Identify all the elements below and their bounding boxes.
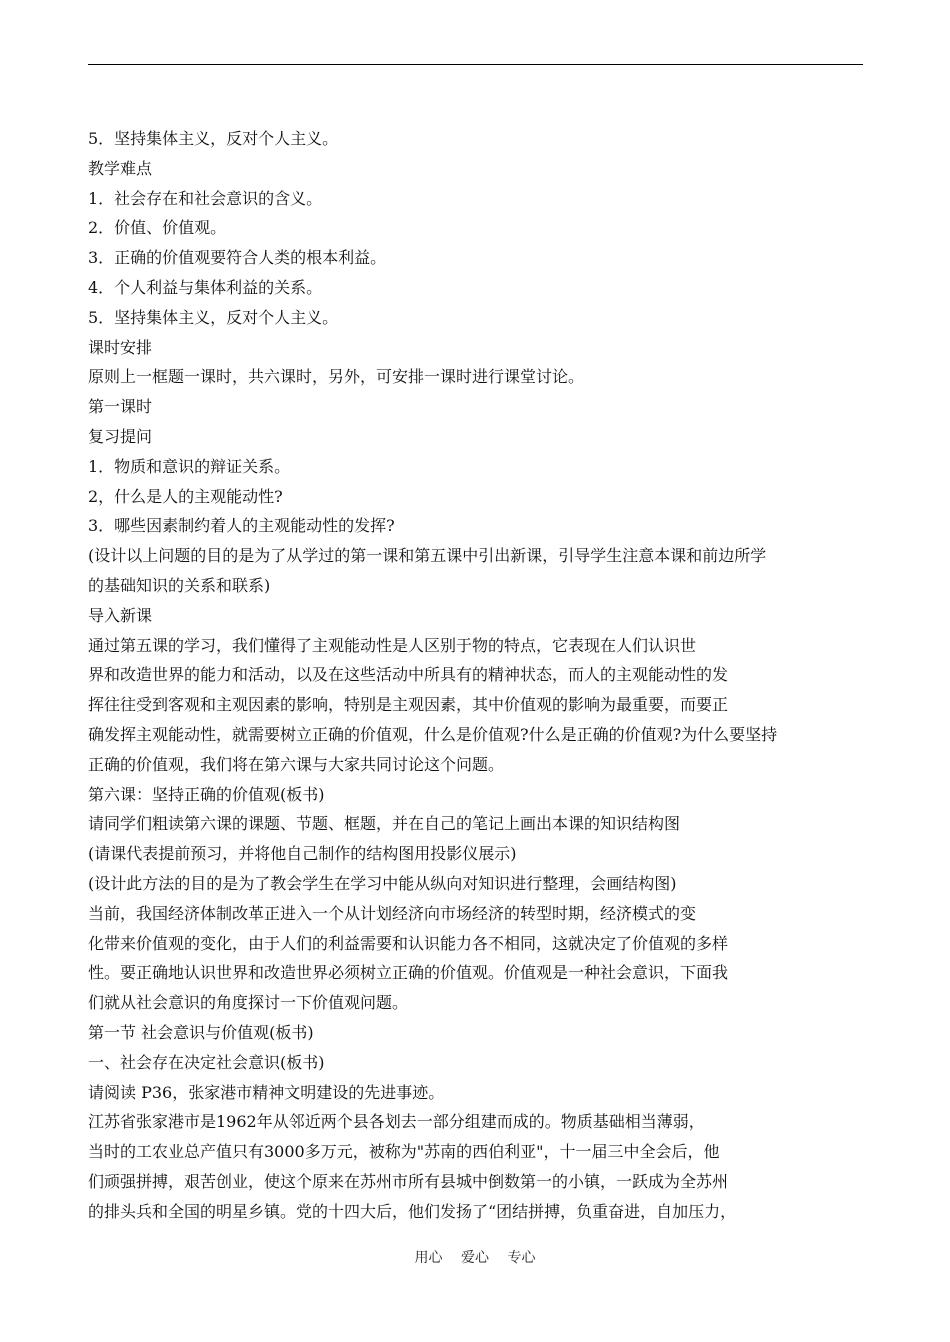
text-line: 性。要正确地认识世界和改造世界必须树立正确的价值观。价值观是一种社会意识，下面我 [88,963,729,983]
text-line: 5．坚持集体主义，反对个人主义。 [88,307,339,327]
header-rule [88,64,863,65]
text-line: 界和改造世界的能力和活动，以及在这些活动中所具有的精神状态，而人的主观能动性的发 [88,665,729,685]
text-line: 请同学们粗读第六课的课题、节题、框题，并在自己的笔记上画出本课的知识结构图 [88,814,681,834]
text-line: 3．哪些因素制约着人的主观能动性的发挥? [88,516,395,536]
text-line: 1．物质和意识的辩证关系。 [88,456,291,476]
document-body [88,124,868,1226]
text-line: 挥往往受到客观和主观因素的影响，特别是主观因素，其中价值观的影响为最重要，而要正 [88,695,729,715]
text-line: 原则上一框题一课时，共六课时，另外，可安排一课时进行课堂讨论。 [88,367,585,387]
footer-word: 用心 [414,1250,443,1266]
text-line: (设计以上问题的目的是为了从学过的第一课和第五课中引出新课，引导学生注意本课和前边所学 [88,546,767,566]
text-line: 确发挥主观能动性，就需要树立正确的价值观，什么是价值观?什么是正确的价值观?为什么要坚持 [88,724,778,744]
text-line: (设计此方法的目的是为了教会学生在学习中能从纵向对知识进行整理，会画结构图) [88,873,677,893]
text-line: 当时的工农业总产值只有3000多万元，被称为"苏南的西伯利亚"，十一届三中全会后，他 [88,1142,720,1162]
text-line: 2．价值、价值观。 [88,218,227,238]
text-line: 江苏省张家港市是1962年从邻近两个县各划去一部分组建而成的。物质基础相当薄弱， [88,1112,705,1132]
section-heading: 导入新课 [88,605,153,625]
footer-word: 爱心 [461,1250,489,1266]
text-line: 的排头兵和全国的明星乡镇。党的十四大后，他们发扬了“团结拼搏，负重奋进，自加压力， [88,1201,737,1221]
text-line: 化带来价值观的变化，由于人们的利益需要和认识能力各不相同，这就决定了价值观的多样 [88,933,729,953]
section-heading: 一、社会存在决定社会意识(板书) [88,1052,325,1072]
section-heading: 第六课：坚持正确的价值观(板书) [88,784,325,804]
page-footer [0,1247,950,1267]
section-heading: 复习提问 [88,426,153,446]
footer-word: 专心 [507,1250,536,1266]
section-heading: 第一课时 [88,397,153,417]
text-line: 1．社会存在和社会意识的含义。 [88,188,323,208]
text-line: 们顽强拼搏，艰苦创业，使这个原来在苏州市所有县城中倒数第一的小镇，一跃成为全苏州 [88,1171,729,1191]
text-line: 通过第五课的学习，我们懂得了主观能动性是人区别于物的特点，它表现在人们认识世 [88,635,697,655]
text-line: 5．坚持集体主义，反对个人主义。 [88,129,339,148]
text-line: 们就从社会意识的角度探讨一下价值观问题。 [88,993,409,1013]
section-heading: 教学难点 [88,158,153,178]
text-line: 2，什么是人的主观能动性? [88,486,283,506]
text-line: 正确的价值观，我们将在第六课与大家共同讨论这个问题。 [88,754,505,774]
text-line: 请阅读 P36，张家港市精神文明建设的先进事迹。 [88,1082,445,1102]
text-line: (请课代表提前预习，并将他自己制作的结构图用投影仪展示) [88,844,517,864]
section-heading: 第一节 社会意识与价值观(板书) [88,1022,314,1042]
text-line: 的基础知识的关系和联系) [88,575,271,595]
text-line: 3．正确的价值观要符合人类的根本利益。 [88,248,387,268]
text-line: 当前，我国经济体制改革正进入一个从计划经济向市场经济的转型时期，经济模式的变 [88,903,697,923]
text-line: 4．个人利益与集体利益的关系。 [88,277,323,297]
section-heading: 课时安排 [88,337,153,357]
